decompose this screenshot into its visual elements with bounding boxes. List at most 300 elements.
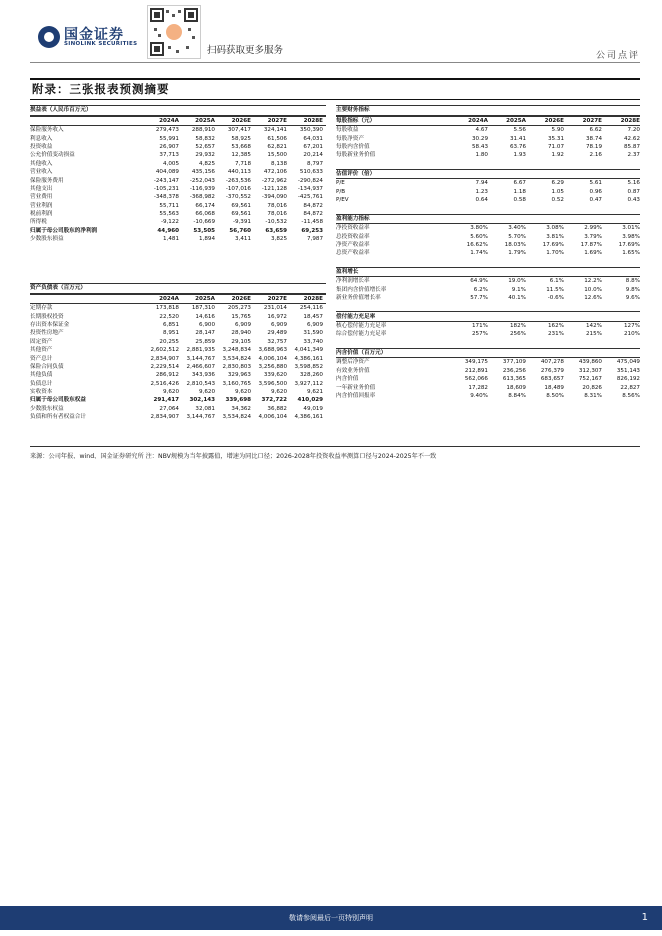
row-label: 内含价值回报率 (336, 392, 376, 399)
row-value: 19.0% (508, 278, 526, 285)
row-value: 328,260 (299, 372, 323, 379)
table-row (336, 188, 640, 196)
row-value: 35.31 (547, 135, 564, 142)
row-value: 2,834,907 (150, 355, 179, 362)
row-value: 8.84% (508, 392, 526, 399)
row-value: -121,128 (261, 185, 287, 192)
table-row (30, 405, 326, 413)
table-row (336, 330, 640, 338)
row-value: 350,390 (299, 127, 323, 134)
row-value: 3,256,880 (258, 363, 287, 370)
row-label: P/EV (336, 197, 349, 204)
row-value: 349,175 (464, 359, 488, 366)
qr-code-icon[interactable] (147, 5, 201, 59)
row-label: P/B (336, 188, 346, 195)
row-value: 1.74% (470, 250, 488, 257)
row-value: 187,310 (191, 305, 215, 312)
row-value: 410,029 (297, 397, 323, 404)
table-row (336, 233, 640, 241)
valuation-title: 估值评价（倍） (336, 169, 640, 180)
row-value: 0.96 (589, 188, 602, 195)
row-label: 每股新业务价值 (336, 152, 376, 159)
row-value: 2,810,543 (186, 380, 215, 387)
row-value: 1,481 (162, 236, 179, 243)
year-col: 2027E (267, 117, 287, 124)
row-value: 8.50% (546, 392, 564, 399)
row-value: 351,143 (616, 367, 640, 374)
row-value: 10.0% (584, 286, 602, 293)
row-value: 29,932 (195, 152, 215, 159)
row-value: -290,824 (297, 177, 323, 184)
row-value: 4,386,161 (294, 355, 323, 362)
source-note: 来源：公司年报、wind、国金证券研究所 注：NBV规模为当年披露值，增速为同比口径；2026-2028年投资收益率测算口径与2024-2025年不一致 (30, 453, 437, 460)
row-value: 18.03% (504, 241, 526, 248)
row-value: 6,909 (234, 321, 251, 328)
row-value: 36,882 (267, 405, 287, 412)
table-row (336, 392, 640, 400)
row-value: 22,827 (620, 384, 640, 391)
row-value: 205,273 (227, 305, 251, 312)
row-label: 每股净资产 (336, 135, 364, 142)
table-row (30, 329, 326, 337)
row-value: 16.62% (466, 241, 488, 248)
row-value: 18,457 (303, 313, 323, 320)
row-value: 6,900 (198, 321, 215, 328)
table-row (30, 210, 326, 218)
row-value: 17.87% (580, 241, 602, 248)
row-value: -368,982 (189, 194, 215, 201)
table-row (336, 384, 640, 392)
row-value: 20,214 (303, 152, 323, 159)
row-value: 6,851 (162, 321, 179, 328)
row-value: 53,505 (193, 227, 215, 234)
row-value: 2,516,426 (150, 380, 179, 387)
row-value: 3.79% (584, 233, 602, 240)
row-value: 34,362 (231, 405, 251, 412)
row-value: 22,520 (159, 313, 179, 320)
footer-disclaimer[interactable]: 敬请参阅最后一页特别声明 (289, 914, 373, 922)
row-label: 负债总计 (30, 380, 53, 387)
row-value: 8,951 (162, 330, 179, 337)
row-label: 利息收入 (30, 135, 53, 142)
row-value: 9,620 (162, 389, 179, 396)
year-col: 2028E (620, 117, 640, 124)
row-value: 212,891 (464, 367, 488, 374)
row-value: 84,872 (303, 202, 323, 209)
row-value: -252,043 (189, 177, 215, 184)
row-value: 3,160,765 (222, 380, 251, 387)
table-row (30, 168, 326, 176)
row-value: 3.80% (470, 225, 488, 232)
row-label: 归属于母公司股东的净利润 (30, 227, 98, 234)
row-value: 2.37 (627, 152, 640, 159)
row-label: 投资收益 (30, 143, 53, 150)
table-row (30, 338, 326, 346)
row-value: 312,307 (578, 367, 602, 374)
row-value: 257% (472, 331, 488, 338)
row-value: 32,757 (267, 338, 287, 345)
row-value: 435,156 (191, 169, 215, 176)
year-col: 2026E (231, 117, 251, 124)
row-label: 其他收入 (30, 160, 53, 167)
table-row (336, 277, 640, 285)
table-row (30, 218, 326, 226)
row-label: 集团内含价值增长率 (336, 286, 387, 293)
row-value: 171% (472, 323, 488, 330)
row-value: 5.61 (589, 180, 602, 187)
row-label: 所得税 (30, 219, 47, 226)
row-value: 510,633 (299, 169, 323, 176)
report-type: 公司点评 (595, 51, 640, 61)
row-value: 4.67 (475, 127, 488, 134)
row-value: 64.9% (470, 278, 488, 285)
row-value: 286,912 (155, 372, 179, 379)
table-row (30, 126, 326, 134)
table-row (30, 321, 326, 329)
row-value: 17.69% (618, 241, 640, 248)
row-value: -116,939 (189, 185, 215, 192)
row-value: 69,561 (231, 202, 251, 209)
embedded-value-title: 内含价值（百万元） (336, 348, 640, 359)
row-value: -272,962 (261, 177, 287, 184)
row-value: 3.81% (546, 233, 564, 240)
row-value: -10,669 (193, 219, 215, 226)
row-value: 2,834,907 (150, 414, 179, 421)
row-value: 329,963 (227, 372, 251, 379)
year-col: 2028E (303, 117, 323, 124)
row-value: 7.20 (627, 127, 640, 134)
table-row (30, 202, 326, 210)
table-row (30, 363, 326, 371)
row-label: 少数股东权益 (30, 405, 64, 412)
table-row (30, 413, 326, 421)
table-row (336, 322, 640, 330)
row-value: 78,016 (267, 202, 287, 209)
row-value: 0.64 (475, 197, 488, 204)
row-value: 6,909 (270, 321, 287, 328)
table-row (30, 227, 326, 235)
row-value: 12.6% (584, 295, 602, 302)
row-value: 3,688,963 (258, 347, 287, 354)
row-value: 55,711 (159, 202, 179, 209)
row-value: 31.41 (509, 135, 526, 142)
row-label: 新业务价值增长率 (336, 295, 381, 302)
row-value: 4,005 (162, 160, 179, 167)
table-row (30, 396, 326, 404)
table-row (336, 126, 640, 134)
logo-subtext: SINOLINK SECURITIES (64, 41, 138, 47)
page-number: 1 (641, 912, 648, 923)
row-value: 6.62 (589, 127, 602, 134)
row-value: 6.2% (473, 286, 488, 293)
row-value: 339,698 (225, 397, 251, 404)
row-label: 综合偿付能力充足率 (336, 331, 387, 338)
row-label: 其他支出 (30, 185, 53, 192)
row-label: 营业费用 (30, 194, 53, 201)
year-col: 2024A (159, 295, 179, 302)
row-value: 6.29 (551, 180, 564, 187)
row-value: 404,089 (155, 169, 179, 176)
row-label: 保险服务收入 (30, 127, 64, 134)
row-value: 0.52 (551, 197, 564, 204)
row-value: 16,972 (267, 313, 287, 320)
row-value: 67,201 (303, 143, 323, 150)
row-value: 2.16 (589, 152, 602, 159)
logo-text: 国金证券 (64, 27, 124, 43)
table-row (336, 286, 640, 294)
row-value: 4,825 (198, 160, 215, 167)
row-value: 56,760 (229, 227, 251, 234)
row-value: 18,609 (506, 384, 526, 391)
row-value: 26,907 (159, 143, 179, 150)
row-value: 3,534,824 (222, 414, 251, 421)
row-value: 302,143 (189, 397, 215, 404)
row-value: 55,563 (159, 211, 179, 218)
row-value: 40.1% (508, 295, 526, 302)
row-value: 3,144,767 (186, 355, 215, 362)
row-label: 营业利润 (30, 202, 53, 209)
table-row (30, 388, 326, 396)
row-value: 84,872 (303, 211, 323, 218)
row-label: 净投资收益率 (336, 225, 370, 232)
row-value: 5.70% (508, 233, 526, 240)
row-value: 8,138 (270, 160, 287, 167)
year-col: 2024A (468, 117, 488, 124)
row-value: 142% (586, 323, 602, 330)
row-value: 279,473 (155, 127, 179, 134)
year-col: 2026E (544, 117, 564, 124)
row-value: 9,620 (270, 389, 287, 396)
row-value: 27,064 (159, 405, 179, 412)
row-label: 定期存款 (30, 305, 53, 312)
year-col: 2025A (195, 117, 215, 124)
income-table-title: 损益表（人民币百万元） (30, 105, 326, 116)
row-value: 826,192 (616, 376, 640, 383)
row-value: 7,987 (306, 236, 323, 243)
row-value: 288,910 (191, 127, 215, 134)
row-value: 42.62 (623, 135, 640, 142)
row-value: 3,411 (234, 236, 251, 243)
row-label: 归属于母公司股东权益 (30, 397, 86, 404)
table-row (336, 196, 640, 204)
row-value: 162% (548, 323, 564, 330)
row-value: 15,765 (231, 313, 251, 320)
row-value: 1.18 (513, 188, 526, 195)
row-label: 净利润增长率 (336, 278, 370, 285)
row-label: P/E (336, 180, 345, 187)
row-label: 每股收益 (336, 127, 359, 134)
row-value: 8.56% (622, 392, 640, 399)
profitability-title: 盈利能力指标 (336, 214, 640, 225)
year-col: 2028E (303, 295, 323, 302)
table-row (30, 346, 326, 354)
row-value: 38.74 (585, 135, 602, 142)
row-value: -107,016 (225, 185, 251, 192)
row-value: 5.60% (470, 233, 488, 240)
row-value: 215% (586, 331, 602, 338)
row-value: 2,602,512 (150, 347, 179, 354)
table-row (336, 135, 640, 143)
table-row (30, 371, 326, 379)
row-value: -370,552 (225, 194, 251, 201)
row-value: 78,016 (267, 211, 287, 218)
row-value: 30.29 (471, 135, 488, 142)
row-value: 25,859 (195, 338, 215, 345)
row-value: -394,090 (261, 194, 287, 201)
table-row (336, 294, 640, 302)
row-label: 固定资产 (30, 338, 53, 345)
row-value: 0.58 (513, 197, 526, 204)
row-value: 15,500 (267, 152, 287, 159)
table-row (30, 193, 326, 201)
row-value: -9,122 (160, 219, 179, 226)
row-value: 58.43 (471, 143, 488, 150)
row-value: 29,489 (267, 330, 287, 337)
table-row (30, 151, 326, 159)
row-label: 总投资收益率 (336, 233, 370, 240)
row-label: 有效业务价值 (336, 367, 370, 374)
row-value: 3.08% (546, 225, 564, 232)
table-row (336, 241, 640, 249)
row-value: 12,385 (231, 152, 251, 159)
row-value: 291,417 (153, 397, 179, 404)
row-value: 8,797 (306, 160, 323, 167)
row-value: 439,860 (578, 359, 602, 366)
row-value: 69,561 (231, 211, 251, 218)
row-value: 3.40% (508, 225, 526, 232)
row-value: 343,936 (191, 372, 215, 379)
table-row (30, 143, 326, 151)
row-label: 其他负债 (30, 372, 53, 379)
row-value: 5.90 (551, 127, 564, 134)
row-value: 20,255 (159, 338, 179, 345)
row-label: 投资性房地产 (30, 330, 64, 337)
table-row (336, 358, 640, 366)
row-value: 2,881,935 (186, 347, 215, 354)
row-value: 12.2% (584, 278, 602, 285)
table-row (30, 380, 326, 388)
indicators-year-header (336, 116, 640, 127)
income-statement-table (30, 105, 326, 244)
table-row (336, 367, 640, 375)
income-year-header (30, 116, 326, 127)
row-value: 9.8% (625, 286, 640, 293)
row-label: 实收资本 (30, 389, 53, 396)
row-value: 14,616 (195, 313, 215, 320)
row-value: 78.19 (585, 143, 602, 150)
row-value: 0.43 (627, 197, 640, 204)
row-label: 总资产收益率 (336, 250, 370, 257)
year-col: 2027E (267, 295, 287, 302)
row-value: 58,832 (195, 135, 215, 142)
row-value: 1.23 (475, 188, 488, 195)
table-row (30, 135, 326, 143)
row-value: 254,116 (299, 305, 323, 312)
row-value: 29,105 (231, 338, 251, 345)
row-value: 28,940 (231, 330, 251, 337)
section-title: 附录：三张报表预测摘要 (32, 82, 170, 96)
row-value: 3,596,500 (258, 380, 287, 387)
row-value: 613,365 (502, 376, 526, 383)
row-value: 28,147 (195, 330, 215, 337)
row-value: 127% (624, 323, 640, 330)
row-value: 62,821 (267, 143, 287, 150)
row-value: 3,144,767 (186, 414, 215, 421)
row-value: 472,106 (263, 169, 287, 176)
row-value: 0.87 (627, 188, 640, 195)
row-value: 3,927,112 (294, 380, 323, 387)
row-value: 9.1% (511, 286, 526, 293)
row-value: -11,458 (301, 219, 323, 226)
row-value: 324,141 (263, 127, 287, 134)
row-value: 3.01% (622, 225, 640, 232)
year-col: 2025A (195, 295, 215, 302)
row-value: 9,620 (234, 389, 251, 396)
growth-title: 盈利增长 (336, 267, 640, 278)
row-value: 1.70% (546, 250, 564, 257)
solvency-title: 偿付能力充足率 (336, 311, 640, 322)
row-value: 9.40% (470, 392, 488, 399)
row-value: 372,722 (261, 397, 287, 404)
row-value: 7.94 (475, 180, 488, 187)
row-label: 负债和所有者权益合计 (30, 414, 86, 421)
table-row (30, 177, 326, 185)
row-value: -10,532 (265, 219, 287, 226)
row-value: 562,066 (464, 376, 488, 383)
row-value: 61,506 (267, 135, 287, 142)
row-value: 1.92 (551, 152, 564, 159)
header-divider (30, 62, 640, 63)
row-value: 11.5% (546, 286, 564, 293)
row-value: 1.80 (475, 152, 488, 159)
row-label: 长期股权投资 (30, 313, 64, 320)
row-label: 公允价值变动损益 (30, 152, 75, 159)
row-label: 存出资本保证金 (30, 321, 70, 328)
financial-indicators-table (336, 105, 640, 400)
row-label: 税前利润 (30, 211, 53, 218)
row-value: 58,925 (231, 135, 251, 142)
row-value: 1,894 (198, 236, 215, 243)
row-value: 236,256 (502, 367, 526, 374)
row-value: 20,826 (582, 384, 602, 391)
row-value: 17,282 (468, 384, 488, 391)
row-value: 85.87 (623, 143, 640, 150)
row-value: 2,466,607 (186, 363, 215, 370)
row-value: 8.8% (625, 278, 640, 285)
row-value: 5.56 (513, 127, 526, 134)
row-value: -0.6% (547, 295, 564, 302)
row-value: 2,830,803 (222, 363, 251, 370)
row-value: 9,620 (198, 389, 215, 396)
row-value: 475,049 (616, 359, 640, 366)
row-value: 6,909 (306, 321, 323, 328)
row-value: 182% (510, 323, 526, 330)
row-value: 49,019 (303, 405, 323, 412)
row-value: 66,174 (195, 202, 215, 209)
table-row (336, 179, 640, 187)
row-value: 407,278 (540, 359, 564, 366)
row-value: 173,818 (155, 305, 179, 312)
row-value: 53,668 (231, 143, 251, 150)
row-value: 52,657 (195, 143, 215, 150)
row-value: 307,417 (227, 127, 251, 134)
row-value: 231% (548, 331, 564, 338)
row-value: 1.79% (508, 250, 526, 257)
row-value: 44,960 (157, 227, 179, 234)
row-value: 6.67 (513, 180, 526, 187)
year-col: 2025A (506, 117, 526, 124)
row-value: 231,014 (263, 305, 287, 312)
